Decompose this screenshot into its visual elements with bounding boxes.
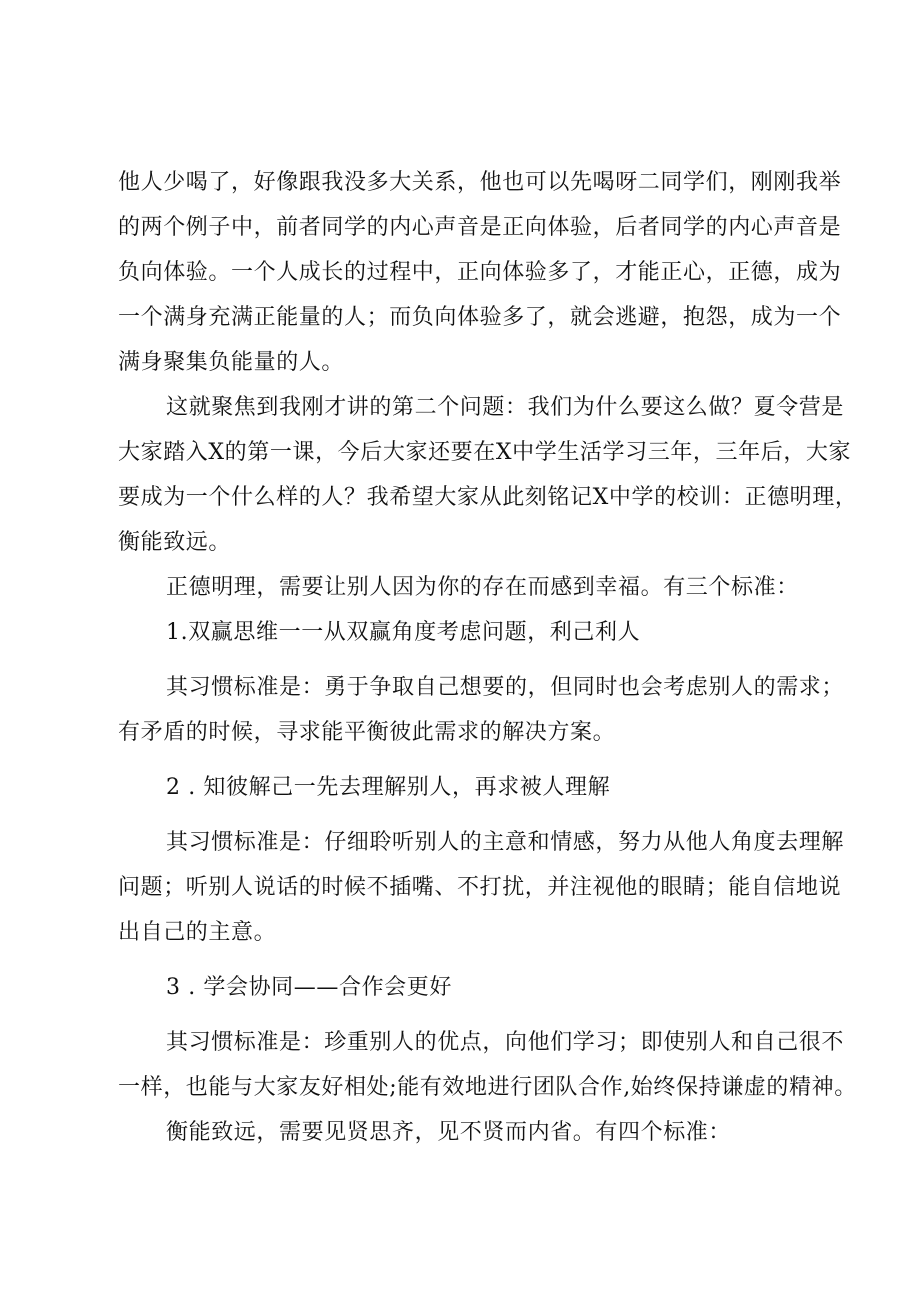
paragraph-line: 衡能致远，需要见贤思齐，见不贤而内省。有四个标准：	[166, 1120, 732, 1145]
paragraph-line: 一个满身充满正能量的人；而负向体验多了，就会逃避，抱怨，成为一个	[118, 305, 842, 330]
paragraph-line: 正德明理，需要让别人因为你的存在而感到幸福。有三个标准：	[166, 575, 799, 600]
paragraph-line: 其习惯标准是：勇于争取自己想要的，但同时也会考虑别人的需求；	[166, 675, 845, 700]
paragraph-line: 问题；听别人说话的时候不插嘴、不打扰，并注视他的眼睛；能自信地说	[118, 875, 842, 900]
paragraph-line: 衡能致远。	[118, 530, 232, 555]
paragraph-line: 出自己的主意。	[118, 920, 277, 945]
paragraph-line: 的两个例子中，前者同学的内心声音是正向体验，后者同学的内心声音是	[118, 215, 842, 240]
paragraph-line: 其习惯标准是：珍重别人的优点，向他们学习；即使别人和自己很不	[166, 1030, 845, 1055]
paragraph-line: 要成为一个什么样的人？我希望大家从此刻铭记X中学的校训：正德明理，	[118, 485, 858, 510]
list-item-heading: 1.双赢思维一一从双赢角度考虑问题，利己利人	[166, 620, 641, 645]
paragraph-line: 负向体验。一个人成长的过程中，正向体验多了，才能正心，正德，成为	[118, 260, 842, 285]
paragraph-line: 他人少喝了，好像跟我没多大关系，他也可以先喝呀二同学们，刚刚我举	[118, 170, 842, 195]
paragraph-line: 这就聚焦到我刚才讲的第二个问题：我们为什么要这么做？夏令营是	[166, 395, 845, 420]
list-item-heading: 2 . 知彼解己一先去理解别人，再求被人理解	[166, 775, 611, 800]
paragraph-line: 有矛盾的时候，寻求能平衡彼此需求的解决方案。	[118, 720, 616, 745]
paragraph-line: 大家踏入X的第一课，今后大家还要在X中学生活学习三年，三年后，大家	[118, 440, 852, 465]
paragraph-line: 满身聚集负能量的人。	[118, 350, 345, 375]
list-item-heading: 3 . 学会协同——合作会更好	[166, 975, 452, 1000]
paragraph-line: 一样，也能与大家友好相处;能有效地进行团队合作,始终保持谦虚的精神。	[118, 1075, 857, 1100]
paragraph-line: 其习惯标准是：仔细聆听别人的主意和情感，努力从他人角度去理解	[166, 830, 845, 855]
